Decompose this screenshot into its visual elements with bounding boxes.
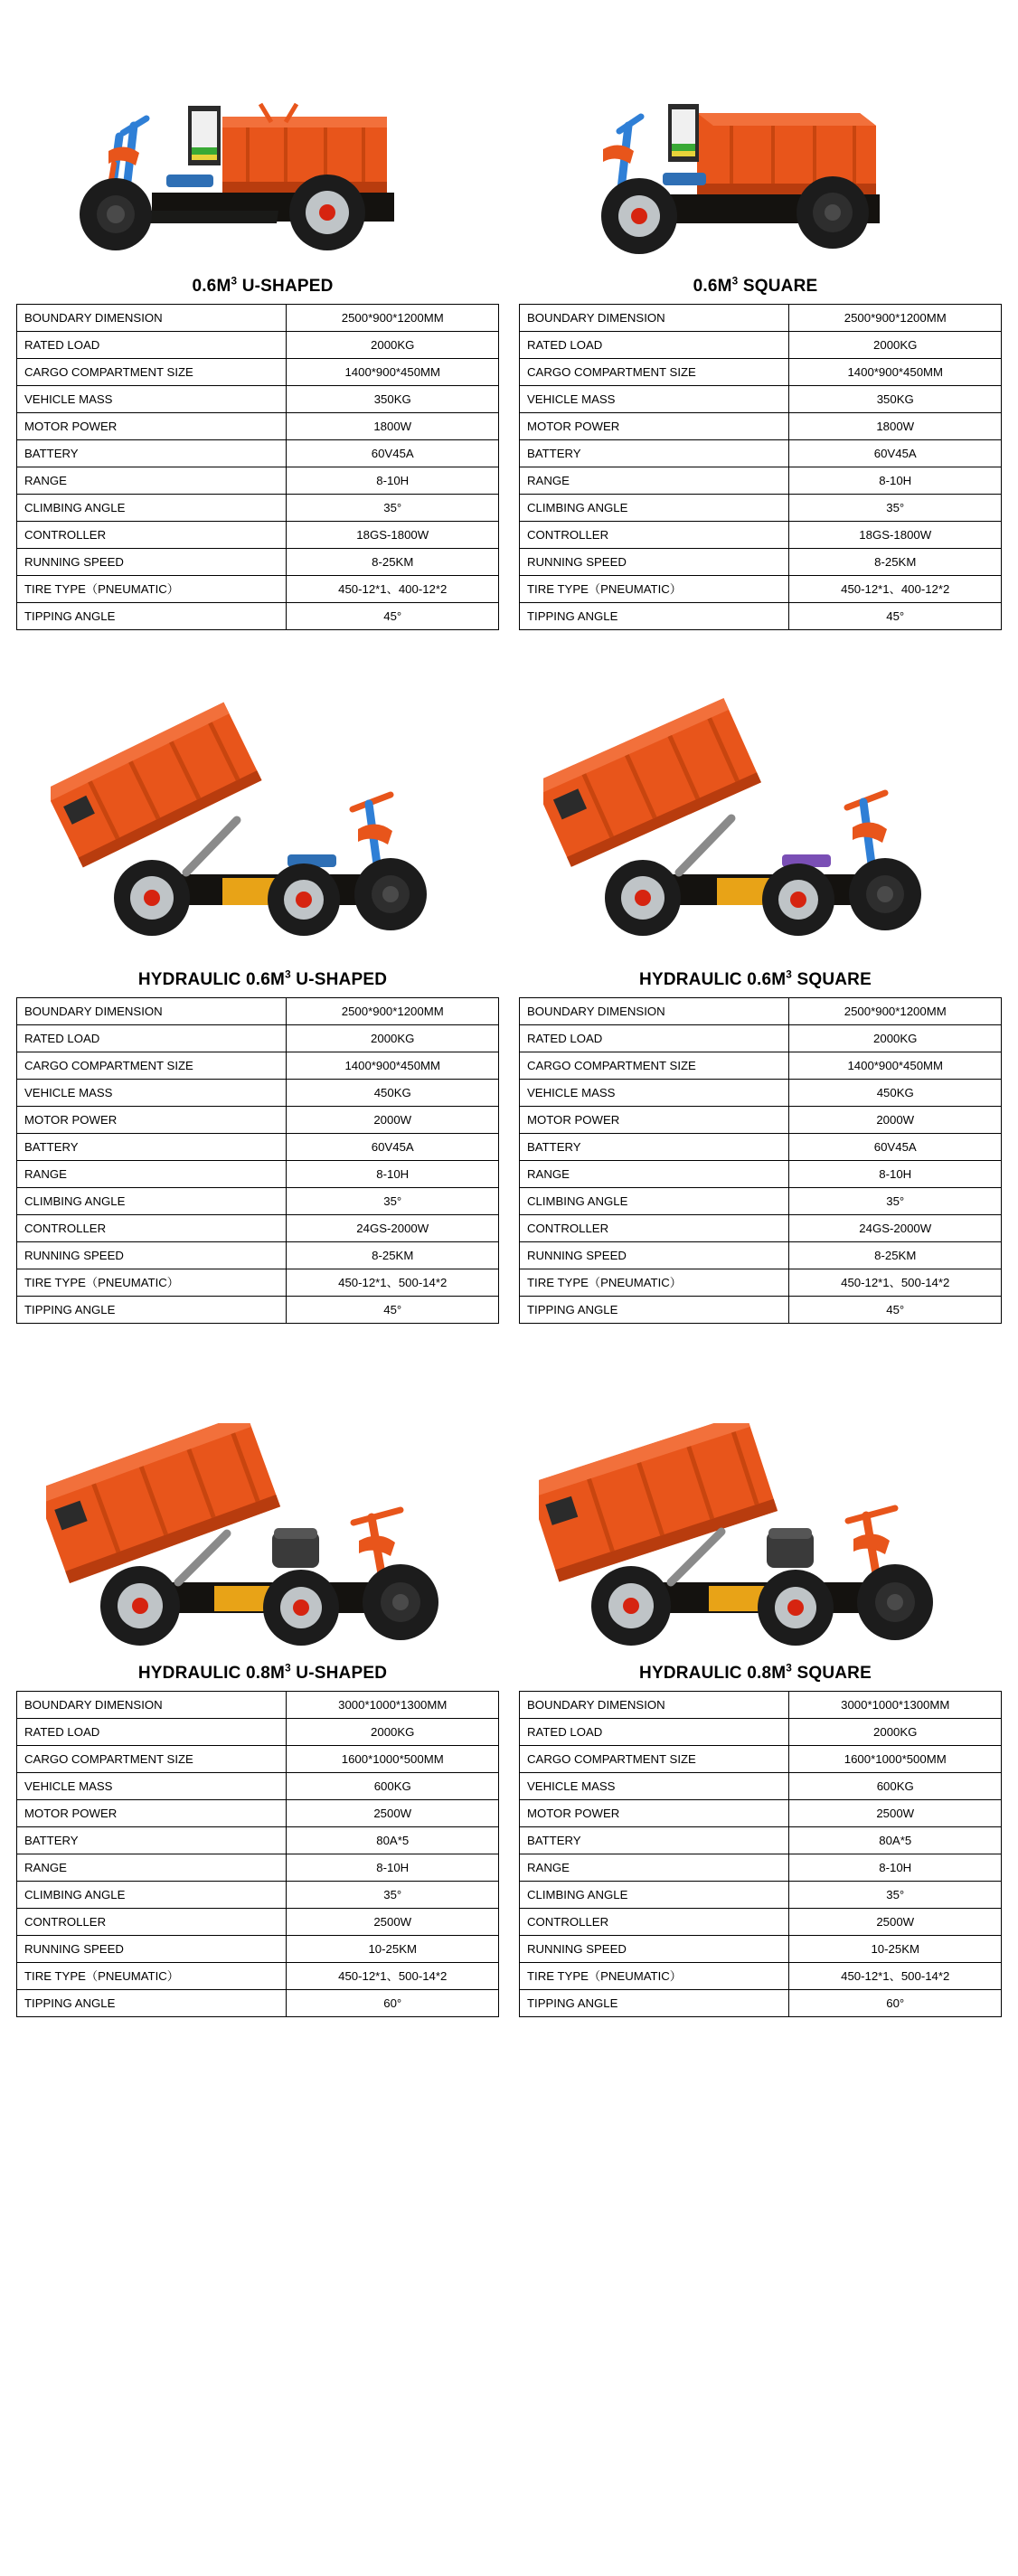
- spec-row-tipping-angle: [17, 1297, 499, 1324]
- spec-row-motor-power: [520, 1800, 1002, 1827]
- spec-value-tire-type: 450-12*1、400-12*2: [789, 576, 1002, 603]
- spec-value-climbing-angle: 35°: [789, 1188, 1002, 1215]
- spec-label-controller: CONTROLLER: [17, 1909, 287, 1936]
- spec-row-rated-load: [520, 332, 1002, 359]
- spec-value-tipping-angle: 45°: [789, 603, 1002, 630]
- spec-row-motor-power: [17, 413, 499, 440]
- spec-label-running-speed: RUNNING SPEED: [17, 1242, 287, 1269]
- spec-row-motor-power: [520, 413, 1002, 440]
- spec-table-hydraulic-0-8m3-u-shaped: [16, 1691, 499, 2017]
- spec-value-running-speed: 10-25KM: [287, 1936, 499, 1963]
- bottom-spacer: [0, 2017, 1018, 2032]
- large-tricycle-tipping-square-illustration: [539, 1423, 973, 1658]
- section-spacer: [0, 1324, 1018, 1360]
- spec-value-motor-power: 2000W: [287, 1107, 499, 1134]
- product-photo-hydraulic-0-8m3-u-shaped: [16, 1360, 509, 1658]
- spec-row-cargo-compartment-size: [17, 359, 499, 386]
- spec-value-tipping-angle: 60°: [287, 1990, 499, 2017]
- spec-row-climbing-angle: [17, 1188, 499, 1215]
- spec-row-boundary-dimension: [520, 305, 1002, 332]
- spec-row-running-speed: [17, 549, 499, 576]
- spec-value-vehicle-mass: 350KG: [287, 386, 499, 413]
- title-row-hydraulic-0-8m3: [16, 1658, 1002, 1691]
- tables-row-hydraulic-0-6m3: [16, 997, 1002, 1324]
- spec-row-controller: [520, 522, 1002, 549]
- spec-row-vehicle-mass: [17, 1773, 499, 1800]
- spec-value-rated-load: 2000KG: [789, 1719, 1002, 1746]
- spec-value-running-speed: 10-25KM: [789, 1936, 1002, 1963]
- spec-table-hydraulic-0-6m3-u-shaped: [16, 997, 499, 1324]
- spec-value-range: 8-10H: [287, 1854, 499, 1882]
- spec-label-tire-type: TIRE TYPE（PNEUMATIC）: [520, 576, 789, 603]
- spec-value-vehicle-mass: 450KG: [287, 1080, 499, 1107]
- title-row-hydraulic-0-6m3: [16, 965, 1002, 997]
- spec-row-range: [17, 1854, 499, 1882]
- spec-value-cargo-compartment-size: 1400*900*450MM: [287, 359, 499, 386]
- tricycle-tipping-illustration: [51, 694, 476, 965]
- spec-value-running-speed: 8-25KM: [287, 549, 499, 576]
- spec-label-cargo-compartment-size: CARGO COMPARTMENT SIZE: [520, 1052, 789, 1080]
- spec-value-range: 8-10H: [287, 1161, 499, 1188]
- spec-label-boundary-dimension: BOUNDARY DIMENSION: [17, 998, 287, 1025]
- product-title-hydraulic-0-6m3-u-shaped: HYDRAULIC $0.6M^3$ U-SHAPED: [137, 968, 388, 989]
- spec-row-range: [520, 1161, 1002, 1188]
- product-title-hydraulic-0-6m3-square: HYDRAULIC $0.6M^3$ SQUARE: [639, 968, 872, 989]
- spec-row-cargo-compartment-size: [17, 1746, 499, 1773]
- spec-row-controller: [520, 1909, 1002, 1936]
- spec-row-rated-load: [17, 1025, 499, 1052]
- spec-value-tire-type: 450-12*1、500-14*2: [789, 1963, 1002, 1990]
- spec-row-vehicle-mass: [520, 1773, 1002, 1800]
- spec-value-battery: 60V45A: [287, 440, 499, 467]
- spec-value-rated-load: 2000KG: [287, 1719, 499, 1746]
- spec-row-climbing-angle: [17, 1882, 499, 1909]
- spec-value-running-speed: 8-25KM: [789, 1242, 1002, 1269]
- spec-label-tipping-angle: TIPPING ANGLE: [520, 1297, 789, 1324]
- spec-value-motor-power: 2000W: [789, 1107, 1002, 1134]
- spec-label-tire-type: TIRE TYPE（PNEUMATIC）: [17, 1963, 287, 1990]
- spec-row-climbing-angle: [17, 495, 499, 522]
- spec-row-battery: [17, 440, 499, 467]
- spec-label-vehicle-mass: VEHICLE MASS: [17, 386, 287, 413]
- spec-value-motor-power: 2500W: [789, 1800, 1002, 1827]
- spec-value-climbing-angle: 35°: [287, 1882, 499, 1909]
- spec-label-controller: CONTROLLER: [520, 1909, 789, 1936]
- spec-label-battery: BATTERY: [520, 440, 789, 467]
- spec-label-boundary-dimension: BOUNDARY DIMENSION: [17, 1692, 287, 1719]
- spec-value-cargo-compartment-size: 1600*1000*500MM: [789, 1746, 1002, 1773]
- spec-value-cargo-compartment-size: 1400*900*450MM: [789, 359, 1002, 386]
- spec-row-controller: [17, 522, 499, 549]
- spec-label-cargo-compartment-size: CARGO COMPARTMENT SIZE: [17, 359, 287, 386]
- spec-value-controller: 18GS-1800W: [789, 522, 1002, 549]
- spec-label-range: RANGE: [17, 467, 287, 495]
- product-title-hydraulic-0-8m3-u-shaped: HYDRAULIC $0.8M^3$ U-SHAPED: [137, 1662, 388, 1683]
- spec-label-boundary-dimension: BOUNDARY DIMENSION: [17, 305, 287, 332]
- spec-label-climbing-angle: CLIMBING ANGLE: [17, 1882, 287, 1909]
- spec-row-running-speed: [17, 1242, 499, 1269]
- spec-value-tipping-angle: 45°: [789, 1297, 1002, 1324]
- spec-value-climbing-angle: 35°: [789, 495, 1002, 522]
- spec-label-battery: BATTERY: [17, 1134, 287, 1161]
- spec-label-tire-type: TIRE TYPE（PNEUMATIC）: [17, 576, 287, 603]
- spec-row-battery: [17, 1827, 499, 1854]
- spec-value-range: 8-10H: [789, 1161, 1002, 1188]
- spec-row-cargo-compartment-size: [520, 1746, 1002, 1773]
- spec-label-controller: CONTROLLER: [520, 1215, 789, 1242]
- spec-label-boundary-dimension: BOUNDARY DIMENSION: [520, 305, 789, 332]
- spec-label-tipping-angle: TIPPING ANGLE: [17, 603, 287, 630]
- spec-label-tipping-angle: TIPPING ANGLE: [17, 1990, 287, 2017]
- spec-label-controller: CONTROLLER: [17, 522, 287, 549]
- spec-value-climbing-angle: 35°: [287, 495, 499, 522]
- spec-value-tire-type: 450-12*1、500-14*2: [287, 1269, 499, 1297]
- spec-label-range: RANGE: [520, 1854, 789, 1882]
- spec-value-tire-type: 450-12*1、500-14*2: [789, 1269, 1002, 1297]
- spec-value-boundary-dimension: 3000*1000*1300MM: [287, 1692, 499, 1719]
- tricycle-tipping-square-illustration: [543, 694, 968, 965]
- spec-value-vehicle-mass: 600KG: [287, 1773, 499, 1800]
- spec-value-range: 8-10H: [789, 467, 1002, 495]
- spec-value-controller: 2500W: [287, 1909, 499, 1936]
- spec-value-tire-type: 450-12*1、400-12*2: [287, 576, 499, 603]
- spec-value-tire-type: 450-12*1、500-14*2: [287, 1963, 499, 1990]
- section-spacer: [0, 630, 1018, 666]
- spec-value-battery: 60V45A: [287, 1134, 499, 1161]
- spec-row-tire-type: [520, 1963, 1002, 1990]
- spec-row-controller: [520, 1215, 1002, 1242]
- product-photo-0-6m3-square: [509, 0, 1002, 271]
- spec-label-battery: BATTERY: [520, 1827, 789, 1854]
- spec-row-climbing-angle: [520, 1188, 1002, 1215]
- spec-label-motor-power: MOTOR POWER: [17, 1107, 287, 1134]
- spec-row-tipping-angle: [17, 1990, 499, 2017]
- spec-row-tire-type: [17, 1269, 499, 1297]
- spec-row-tipping-angle: [520, 603, 1002, 630]
- spec-label-controller: CONTROLLER: [520, 522, 789, 549]
- spec-value-controller: 24GS-2000W: [789, 1215, 1002, 1242]
- spec-value-range: 8-10H: [287, 467, 499, 495]
- spec-value-boundary-dimension: 2500*900*1200MM: [789, 998, 1002, 1025]
- spec-label-running-speed: RUNNING SPEED: [17, 1936, 287, 1963]
- section-0-6m3: [0, 0, 1018, 630]
- spec-row-range: [520, 467, 1002, 495]
- spec-label-rated-load: RATED LOAD: [17, 332, 287, 359]
- spec-label-rated-load: RATED LOAD: [520, 1719, 789, 1746]
- spec-table-hydraulic-0-6m3-square: [519, 997, 1002, 1324]
- photo-row-hydraulic-0-8m3: [16, 1360, 1002, 1658]
- spec-value-battery: 60V45A: [789, 440, 1002, 467]
- spec-label-vehicle-mass: VEHICLE MASS: [520, 1773, 789, 1800]
- spec-value-cargo-compartment-size: 1400*900*450MM: [789, 1052, 1002, 1080]
- spec-value-motor-power: 1800W: [789, 413, 1002, 440]
- spec-row-running-speed: [520, 1936, 1002, 1963]
- spec-row-vehicle-mass: [17, 386, 499, 413]
- spec-label-vehicle-mass: VEHICLE MASS: [17, 1080, 287, 1107]
- spec-row-controller: [17, 1909, 499, 1936]
- product-photo-hydraulic-0-6m3-u-shaped: [16, 666, 509, 965]
- tricycle-side-illustration: [69, 95, 457, 271]
- spec-value-running-speed: 8-25KM: [789, 549, 1002, 576]
- spec-label-running-speed: RUNNING SPEED: [17, 549, 287, 576]
- spec-table-0-6m3-square: [519, 304, 1002, 630]
- spec-row-boundary-dimension: [17, 1692, 499, 1719]
- spec-row-boundary-dimension: [17, 305, 499, 332]
- spec-label-running-speed: RUNNING SPEED: [520, 1936, 789, 1963]
- spec-value-rated-load: 2000KG: [789, 1025, 1002, 1052]
- spec-row-running-speed: [520, 549, 1002, 576]
- spec-label-battery: BATTERY: [520, 1134, 789, 1161]
- spec-value-range: 8-10H: [789, 1854, 1002, 1882]
- product-photo-hydraulic-0-6m3-square: [509, 666, 1002, 965]
- large-tricycle-tipping-illustration: [46, 1423, 480, 1658]
- spec-value-cargo-compartment-size: 1400*900*450MM: [287, 1052, 499, 1080]
- spec-value-rated-load: 2000KG: [287, 332, 499, 359]
- spec-table-hydraulic-0-8m3-square: [519, 1691, 1002, 2017]
- spec-label-battery: BATTERY: [17, 1827, 287, 1854]
- photo-row-hydraulic-0-6m3: [16, 666, 1002, 965]
- spec-row-climbing-angle: [520, 1882, 1002, 1909]
- spec-value-climbing-angle: 35°: [789, 1882, 1002, 1909]
- spec-label-climbing-angle: CLIMBING ANGLE: [520, 495, 789, 522]
- spec-value-battery: 80A*5: [287, 1827, 499, 1854]
- spec-table-0-6m3-u-shaped: [16, 304, 499, 630]
- spec-row-range: [17, 1161, 499, 1188]
- spec-row-motor-power: [17, 1107, 499, 1134]
- spec-label-motor-power: MOTOR POWER: [17, 413, 287, 440]
- spec-row-tire-type: [17, 1963, 499, 1990]
- tricycle-rear-illustration: [561, 95, 950, 271]
- spec-label-climbing-angle: CLIMBING ANGLE: [520, 1882, 789, 1909]
- spec-value-boundary-dimension: 2500*900*1200MM: [789, 305, 1002, 332]
- spec-label-running-speed: RUNNING SPEED: [520, 549, 789, 576]
- spec-row-range: [17, 467, 499, 495]
- spec-label-motor-power: MOTOR POWER: [17, 1800, 287, 1827]
- spec-row-running-speed: [520, 1242, 1002, 1269]
- spec-value-motor-power: 2500W: [287, 1800, 499, 1827]
- spec-label-boundary-dimension: BOUNDARY DIMENSION: [520, 1692, 789, 1719]
- spec-value-running-speed: 8-25KM: [287, 1242, 499, 1269]
- spec-value-rated-load: 2000KG: [287, 1025, 499, 1052]
- spec-row-cargo-compartment-size: [520, 359, 1002, 386]
- spec-label-climbing-angle: CLIMBING ANGLE: [520, 1188, 789, 1215]
- spec-label-rated-load: RATED LOAD: [520, 332, 789, 359]
- spec-label-motor-power: MOTOR POWER: [520, 1800, 789, 1827]
- spec-label-range: RANGE: [520, 467, 789, 495]
- spec-label-range: RANGE: [520, 1161, 789, 1188]
- spec-label-cargo-compartment-size: CARGO COMPARTMENT SIZE: [17, 1052, 287, 1080]
- spec-row-battery: [520, 1827, 1002, 1854]
- spec-row-motor-power: [17, 1800, 499, 1827]
- spec-label-boundary-dimension: BOUNDARY DIMENSION: [520, 998, 789, 1025]
- spec-row-rated-load: [520, 1719, 1002, 1746]
- spec-label-cargo-compartment-size: CARGO COMPARTMENT SIZE: [520, 359, 789, 386]
- product-photo-hydraulic-0-8m3-square: [509, 1360, 1002, 1658]
- spec-label-climbing-angle: CLIMBING ANGLE: [17, 1188, 287, 1215]
- spec-row-controller: [17, 1215, 499, 1242]
- spec-row-boundary-dimension: [520, 1692, 1002, 1719]
- product-title-0-6m3-u-shaped: $0.6M^3$ U-SHAPED: [192, 275, 334, 296]
- spec-label-range: RANGE: [17, 1161, 287, 1188]
- spec-label-running-speed: RUNNING SPEED: [520, 1242, 789, 1269]
- spec-label-range: RANGE: [17, 1854, 287, 1882]
- title-row-0-6m3: [16, 271, 1002, 304]
- spec-value-tipping-angle: 45°: [287, 1297, 499, 1324]
- spec-value-boundary-dimension: 2500*900*1200MM: [287, 305, 499, 332]
- section-hydraulic-0-6m3: [0, 666, 1018, 1324]
- spec-row-battery: [17, 1134, 499, 1161]
- spec-value-boundary-dimension: 3000*1000*1300MM: [789, 1692, 1002, 1719]
- product-photo-0-6m3-u-shaped: [16, 0, 509, 271]
- spec-value-vehicle-mass: 450KG: [789, 1080, 1002, 1107]
- spec-value-controller: 2500W: [789, 1909, 1002, 1936]
- spec-row-rated-load: [17, 332, 499, 359]
- spec-row-range: [520, 1854, 1002, 1882]
- spec-label-climbing-angle: CLIMBING ANGLE: [17, 495, 287, 522]
- spec-row-motor-power: [520, 1107, 1002, 1134]
- spec-row-boundary-dimension: [520, 998, 1002, 1025]
- spec-label-tipping-angle: TIPPING ANGLE: [17, 1297, 287, 1324]
- product-title-hydraulic-0-8m3-square: HYDRAULIC $0.8M^3$ SQUARE: [639, 1662, 872, 1683]
- spec-row-rated-load: [17, 1719, 499, 1746]
- spec-label-vehicle-mass: VEHICLE MASS: [520, 386, 789, 413]
- spec-row-climbing-angle: [520, 495, 1002, 522]
- section-hydraulic-0-8m3: [0, 1360, 1018, 2017]
- tables-row-hydraulic-0-8m3: [16, 1691, 1002, 2017]
- spec-label-cargo-compartment-size: CARGO COMPARTMENT SIZE: [520, 1746, 789, 1773]
- spec-value-vehicle-mass: 350KG: [789, 386, 1002, 413]
- spec-row-tire-type: [17, 576, 499, 603]
- spec-label-rated-load: RATED LOAD: [17, 1025, 287, 1052]
- spec-label-controller: CONTROLLER: [17, 1215, 287, 1242]
- spec-value-boundary-dimension: 2500*900*1200MM: [287, 998, 499, 1025]
- spec-value-cargo-compartment-size: 1600*1000*500MM: [287, 1746, 499, 1773]
- spec-value-motor-power: 1800W: [287, 413, 499, 440]
- spec-label-tire-type: TIRE TYPE（PNEUMATIC）: [520, 1963, 789, 1990]
- spec-row-battery: [520, 1134, 1002, 1161]
- tables-row-0-6m3: [16, 304, 1002, 630]
- spec-row-vehicle-mass: [520, 386, 1002, 413]
- spec-label-motor-power: MOTOR POWER: [520, 1107, 789, 1134]
- spec-row-tire-type: [520, 1269, 1002, 1297]
- spec-label-motor-power: MOTOR POWER: [520, 413, 789, 440]
- spec-label-rated-load: RATED LOAD: [520, 1025, 789, 1052]
- spec-row-battery: [520, 440, 1002, 467]
- spec-row-cargo-compartment-size: [17, 1052, 499, 1080]
- spec-row-vehicle-mass: [520, 1080, 1002, 1107]
- spec-row-tipping-angle: [520, 1990, 1002, 2017]
- spec-label-tire-type: TIRE TYPE（PNEUMATIC）: [17, 1269, 287, 1297]
- spec-value-battery: 60V45A: [789, 1134, 1002, 1161]
- spec-label-vehicle-mass: VEHICLE MASS: [17, 1773, 287, 1800]
- spec-row-tipping-angle: [17, 603, 499, 630]
- spec-row-rated-load: [520, 1025, 1002, 1052]
- spec-value-controller: 18GS-1800W: [287, 522, 499, 549]
- spec-label-cargo-compartment-size: CARGO COMPARTMENT SIZE: [17, 1746, 287, 1773]
- photo-row-0-6m3: [16, 0, 1002, 271]
- spec-label-battery: BATTERY: [17, 440, 287, 467]
- spec-row-vehicle-mass: [17, 1080, 499, 1107]
- spec-label-vehicle-mass: VEHICLE MASS: [520, 1080, 789, 1107]
- spec-row-tire-type: [520, 576, 1002, 603]
- spec-row-boundary-dimension: [17, 998, 499, 1025]
- spec-row-cargo-compartment-size: [520, 1052, 1002, 1080]
- spec-value-vehicle-mass: 600KG: [789, 1773, 1002, 1800]
- spec-value-battery: 80A*5: [789, 1827, 1002, 1854]
- spec-label-rated-load: RATED LOAD: [17, 1719, 287, 1746]
- spec-label-tire-type: TIRE TYPE（PNEUMATIC）: [520, 1269, 789, 1297]
- spec-label-tipping-angle: TIPPING ANGLE: [520, 1990, 789, 2017]
- product-title-0-6m3-square: $0.6M^3$ SQUARE: [693, 275, 818, 296]
- spec-value-controller: 24GS-2000W: [287, 1215, 499, 1242]
- spec-label-tipping-angle: TIPPING ANGLE: [520, 603, 789, 630]
- spec-value-rated-load: 2000KG: [789, 332, 1002, 359]
- spec-value-climbing-angle: 35°: [287, 1188, 499, 1215]
- spec-row-tipping-angle: [520, 1297, 1002, 1324]
- spec-value-tipping-angle: 45°: [287, 603, 499, 630]
- spec-row-running-speed: [17, 1936, 499, 1963]
- spec-value-tipping-angle: 60°: [789, 1990, 1002, 2017]
